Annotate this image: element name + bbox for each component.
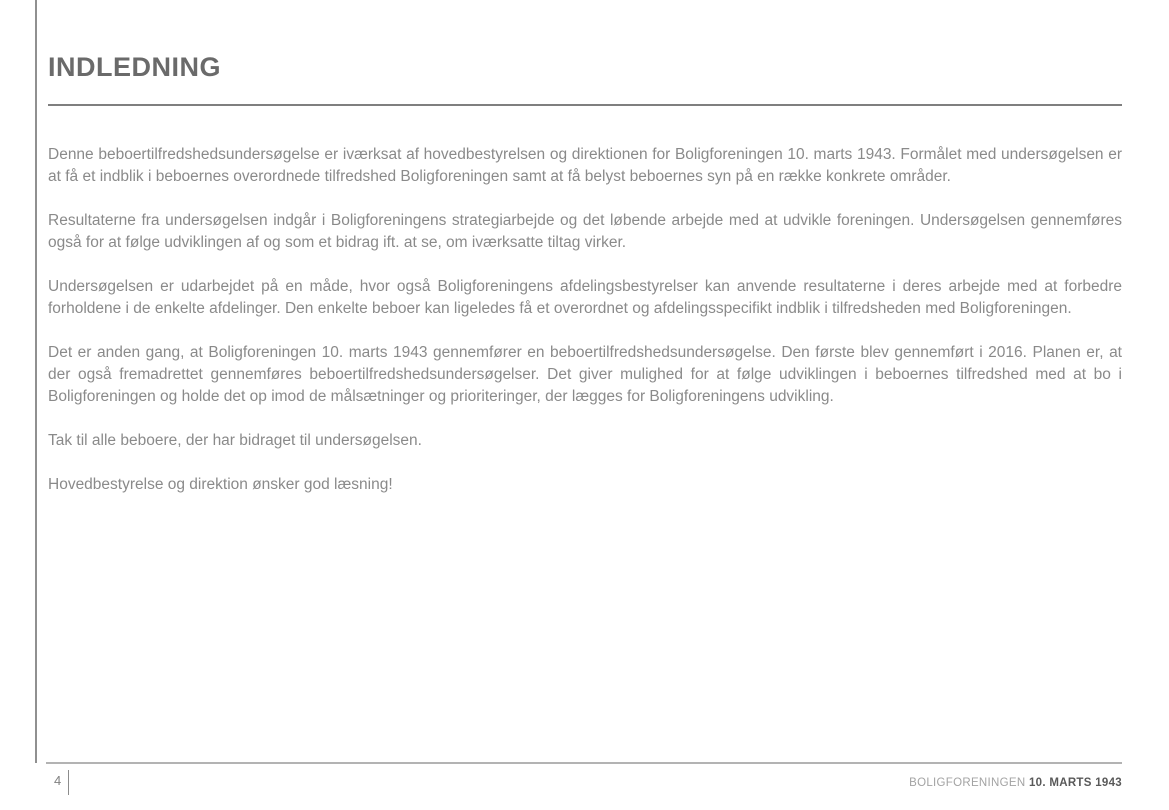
footer-brand: [909, 777, 1122, 789]
title-rule: [48, 104, 1122, 106]
body-paragraph: Undersøgelsen er udarbejdet på en måde, hvor også Boligforeningens afdelingsbestyrelser kan anvende resultaterne i deres arbejde med at forbedre forholdene i de enkelte afdelinger. Den enkelte beboer kan ligeledes få et overordnet og afdelingsspecifikt indblik i tilfredsheden med Boligforeningen.: [48, 278, 1122, 317]
body-paragraph: Hovedbestyrelse og direktion ønsker god læsning!: [48, 476, 393, 493]
body-paragraph: Resultaterne fra undersøgelsen indgår i Boligforeningens strategiarbejde og det løbende arbejde med at udvikle foreningen. Undersøgelsen gennemføres også for at følge udviklingen af og som et bidrag ift. at se, om iværksatte tiltag virker.: [48, 212, 1122, 251]
left-accent-line: [35, 0, 37, 763]
body-paragraph: Denne beboertilfredshedsundersøgelse er iværksat af hovedbestyrelsen og direktionen for Boligforeningen 10. marts 1943. Formålet med undersøgelsen er at få et indblik i beboernes overordnede tilfredshed Boligforeningen samt at få belyst beboernes syn på en række konkrete områder.: [48, 146, 1122, 185]
footer-org-name: BOLIGFORENINGEN: [909, 777, 1026, 789]
page-number-separator: [68, 770, 69, 795]
body-paragraph: Tak til alle beboere, der har bidraget til undersøgelsen.: [48, 432, 422, 449]
body-paragraph: Det er anden gang, at Boligforeningen 10. marts 1943 gennemfører en beboertilfredshedsundersøgelse. Den første blev gennemført i 2016. Planen er, at der også fremadrettet gennemføres beboertilfredshedsundersøgelser. Det giver mulighed for at følge udviklingen i beboernes tilfredshed med at bo i Boligforeningen og holde det op imod de målsætninger og prioriteringer, der lægges for Boligforeningens udvikling.: [48, 344, 1122, 405]
page-title: INDLEDNING: [48, 52, 221, 83]
page-number: 4: [54, 773, 62, 788]
footer-org-date: 10. MARTS 1943: [1028, 777, 1122, 789]
body-text: [48, 144, 1122, 518]
footer-rule: [46, 762, 1122, 764]
